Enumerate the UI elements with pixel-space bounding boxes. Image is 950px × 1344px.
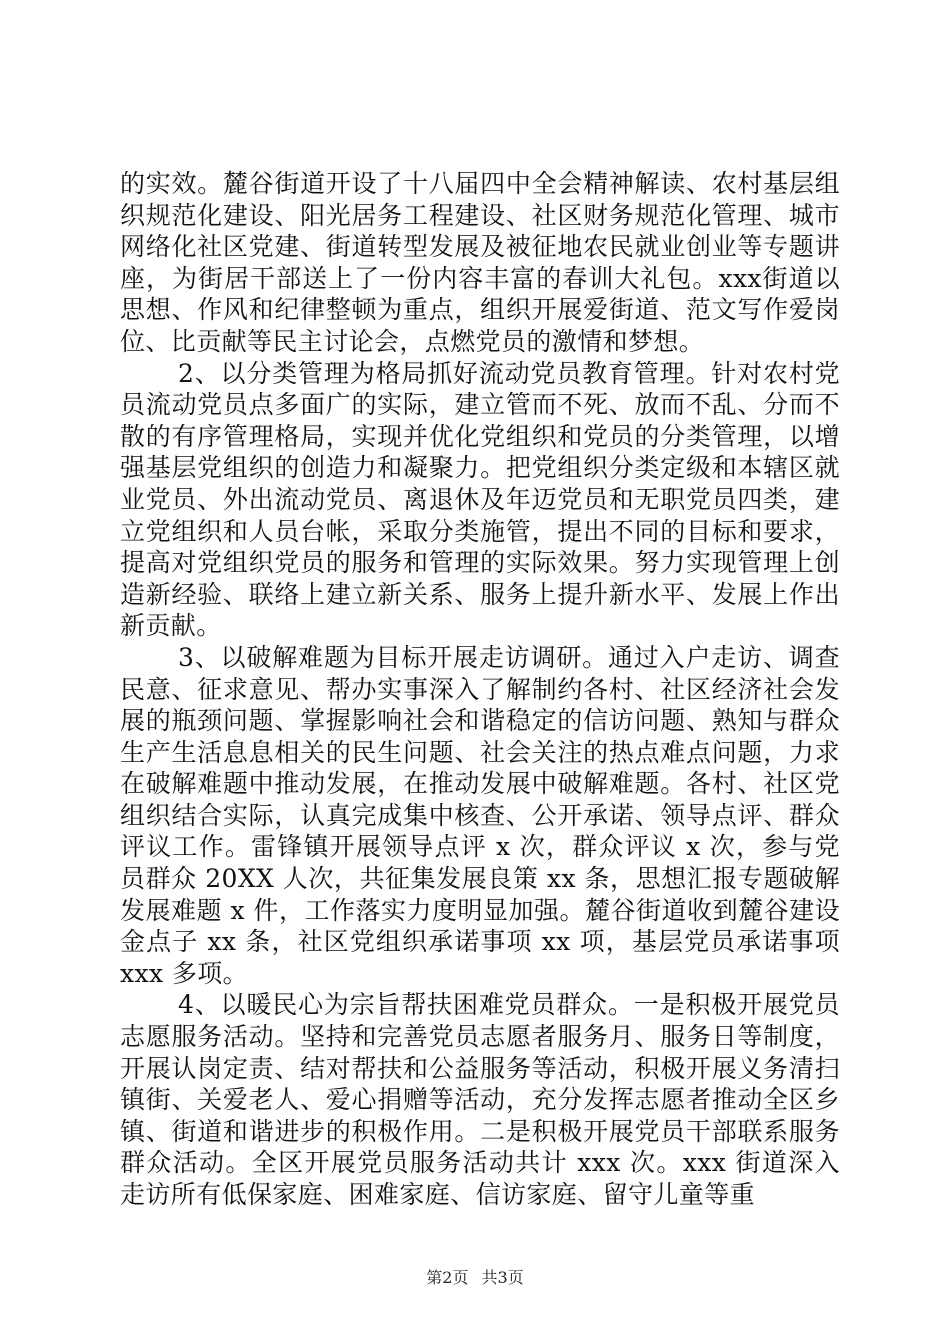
page-total: 共3页	[481, 1268, 524, 1287]
paragraph-3: 3、以破解难题为目标开展走访调研。通过入户走访、调查民意、征求意见、帮办实事深入了解制约各村、社区经济社会发展的瓶颈问题、掌握影响社会和谐稳定的信访问题、熟知与群众生产生活息息相关的民生问题、社会关注的热点难点问题，力求在破解难题中推动发展，在推动发展中破解难题。各村、社区党组织结合实际，认真完成集中核查、公开承诺、领导点评、群众评议工作。雷锋镇开展领导点评 x 次，群众评议 x 次，参与党员群众 20XX 人次，共征集发展良策 xx 条，思想汇报专题破解发展难题 x 件，工作落实力度明显加强。麓谷街道收到麓谷建设金点子 xx 条，社区党组织承诺事项 xx 项，基层党员承诺事项 xxx 多项。	[120, 642, 840, 988]
paragraph-2: 2、以分类管理为格局抓好流动党员教育管理。针对农村党员流动党员点多面广的实际，建立管而不死、放而不乱、分而不散的有序管理格局，实现并优化党组织和党员的分类管理，以增强基层党组织的创造力和凝聚力。把党组织分类定级和本辖区就业党员、外出流动党员、离退休及年迈党员和无职党员四类，建立党组织和人员台帐，采取分类施管，提出不同的目标和要求，提高对党组织党员的服务和管理的实际效果。努力实现管理上创造新经验、联络上建立新关系、服务上提升新水平、发展上作出新贡献。	[120, 358, 840, 641]
document-body	[120, 168, 840, 1211]
paragraph-4: 4、以暖民心为宗旨帮扶困难党员群众。一是积极开展党员志愿服务活动。坚持和完善党员志愿者服务月、服务日等制度，开展认岗定责、结对帮扶和公益服务等活动，积极开展义务清扫镇街、关爱老人、爱心捐赠等活动，充分发挥志愿者推动全区乡镇、街道和谐进步的积极作用。二是积极开展党员干部联系服务群众活动。全区开展党员服务活动共计 xxx 次。xxx 街道深入走访所有低保家庭、困难家庭、信访家庭、留守儿童等重	[120, 990, 840, 1209]
page-footer	[0, 1268, 950, 1288]
page-number: 第2页	[426, 1268, 469, 1287]
paragraph-1: 的实效。麓谷街道开设了十八届四中全会精神解读、农村基层组织规范化建设、阳光居务工程建设、社区财务规范化管理、城市网络化社区党建、街道转型发展及被征地农民就业创业等专题讲座，为街居干部送上了一份内容丰富的春训大礼包。xxx街道以思想、作风和纪律整顿为重点，组织开展爱街道、范文写作爱岗位、比贡献等民主讨论会，点燃党员的激情和梦想。	[120, 169, 840, 356]
